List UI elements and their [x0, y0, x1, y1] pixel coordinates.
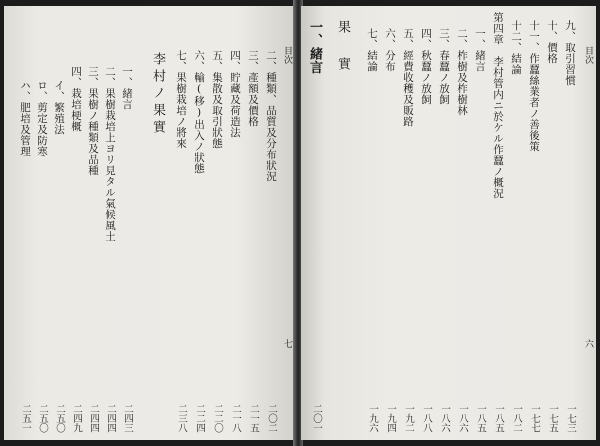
toc-page-number: 一七五	[547, 403, 558, 432]
toc-entry	[365, 28, 378, 440]
section-title-text: 果實	[335, 20, 350, 94]
toc-entry	[306, 20, 322, 440]
toc-entry	[455, 28, 468, 440]
toc-entry-label: イ、繁殖法	[53, 80, 65, 135]
toc-entry-label: 九、取引習慣	[564, 20, 576, 86]
toc-entry-label: 十一、作蠶絲業者ノ善後策	[528, 20, 540, 152]
toc-entry-label: 一、緒言	[121, 66, 133, 110]
toc-entry	[563, 20, 576, 440]
toc-entry-label: 七、結論	[366, 28, 378, 72]
toc-entry	[35, 80, 48, 440]
toc-entry	[383, 28, 396, 440]
toc-entry-label: 二、果樹栽培上ヨリ見タル氣候風土	[104, 66, 116, 242]
right-page-number: 六	[583, 339, 593, 348]
toc-entry	[473, 28, 486, 440]
toc-page-number: 一九六	[367, 403, 378, 432]
toc-page-number: 一八二	[511, 403, 522, 432]
toc-entry	[18, 80, 31, 440]
toc-page-number: 一九二	[403, 403, 414, 432]
toc-entry	[174, 50, 187, 440]
toc-page-number: 二一八	[230, 403, 241, 432]
toc-entry-label: 四、栽培梗概	[70, 66, 82, 132]
toc-entry-label: 五、集散及取引狀態	[211, 50, 223, 149]
toc-entry-label: 五、經費收穫及販路	[402, 28, 414, 127]
toc-entry-label: 三、產額及價格	[247, 50, 259, 127]
toc-page-number: 二四四	[105, 403, 116, 432]
toc-page-number: 二〇一	[311, 403, 322, 432]
toc-entry	[401, 28, 414, 440]
toc-entry-label: 二、種類、品質及分布狀況	[265, 50, 277, 182]
toc-entry	[545, 20, 558, 440]
toc-entry	[491, 12, 504, 432]
toc-entry	[52, 80, 65, 440]
toc-page-number: 二五〇	[37, 403, 48, 432]
toc-entry	[246, 50, 259, 440]
toc-page-number: 二二〇	[212, 403, 223, 432]
toc-entry-label: 一、緒言	[474, 28, 486, 72]
toc-page-number: 二五〇	[54, 403, 65, 432]
toc-entry-label: ハ、肥培及管理	[19, 80, 31, 157]
toc-entry	[509, 20, 522, 440]
toc-entry-label: 十、價格	[546, 20, 558, 64]
toc-entry-label: 四、貯藏及荷造法	[229, 50, 241, 138]
toc-entry-label: 六、輸(移)出入ノ狀態	[193, 50, 205, 174]
section-title-text: 李村ノ果實	[150, 52, 165, 137]
toc-entry	[419, 28, 432, 440]
toc-entry	[103, 66, 116, 440]
section-title	[149, 52, 165, 440]
toc-entry	[527, 20, 540, 440]
toc-entry-label: 三、果樹ノ種類及品種	[87, 66, 99, 176]
toc-page-number: 一七七	[529, 403, 540, 432]
left-page-number: 七	[282, 339, 292, 348]
toc-page-number: 一九四	[385, 403, 396, 432]
toc-entry	[264, 50, 277, 440]
toc-entry	[210, 50, 223, 440]
toc-entry-label: 三、春蠶ノ放飼	[438, 28, 450, 105]
toc-entry-label: 四、秋蠶ノ放飼	[420, 28, 432, 105]
toc-entry-label: 十二、結論	[510, 20, 522, 75]
toc-page-number: 二二四	[194, 403, 205, 432]
toc-entry	[120, 66, 133, 440]
right-running-header: 目次	[583, 46, 593, 64]
left-running-header: 目次	[282, 46, 292, 64]
toc-page-number: 二三八	[176, 403, 187, 432]
toc-page-number: 二四九	[71, 403, 82, 432]
toc-page-number: 一七三	[565, 403, 576, 432]
toc-page-number: 一八六	[457, 403, 468, 432]
toc-entry-label: 一、緒言	[307, 20, 322, 74]
toc-entry	[437, 28, 450, 440]
toc-page-number: 二〇二	[266, 403, 277, 432]
toc-page-number: 一八六	[439, 403, 450, 432]
toc-entry-label: 六、分布	[384, 28, 396, 72]
toc-entry	[192, 50, 205, 440]
toc-page-number: 二一五	[248, 403, 259, 432]
toc-entry-label: 七、果樹栽培ノ將來	[175, 50, 187, 149]
toc-entry	[86, 66, 99, 440]
toc-entry-label: 二、柞樹及柞樹林	[456, 28, 468, 116]
toc-page-number: 一八五	[475, 403, 486, 432]
toc-page-number: 一八八	[421, 403, 432, 432]
toc-entry	[228, 50, 241, 440]
toc-entry-label: ロ、剪定及防寒	[36, 80, 48, 157]
toc-page-number: 二五一	[20, 403, 31, 432]
right-page	[301, 6, 596, 440]
section-title	[334, 20, 350, 440]
toc-page-number: 二四三	[122, 403, 133, 432]
toc-entry-label: 第四章 李村管内ニ於ケル作蠶ノ概況	[492, 12, 504, 199]
toc-entry	[69, 66, 82, 440]
left-page	[4, 6, 295, 440]
toc-page-number: 一八五	[493, 403, 504, 432]
toc-page-number: 二四四	[88, 403, 99, 432]
